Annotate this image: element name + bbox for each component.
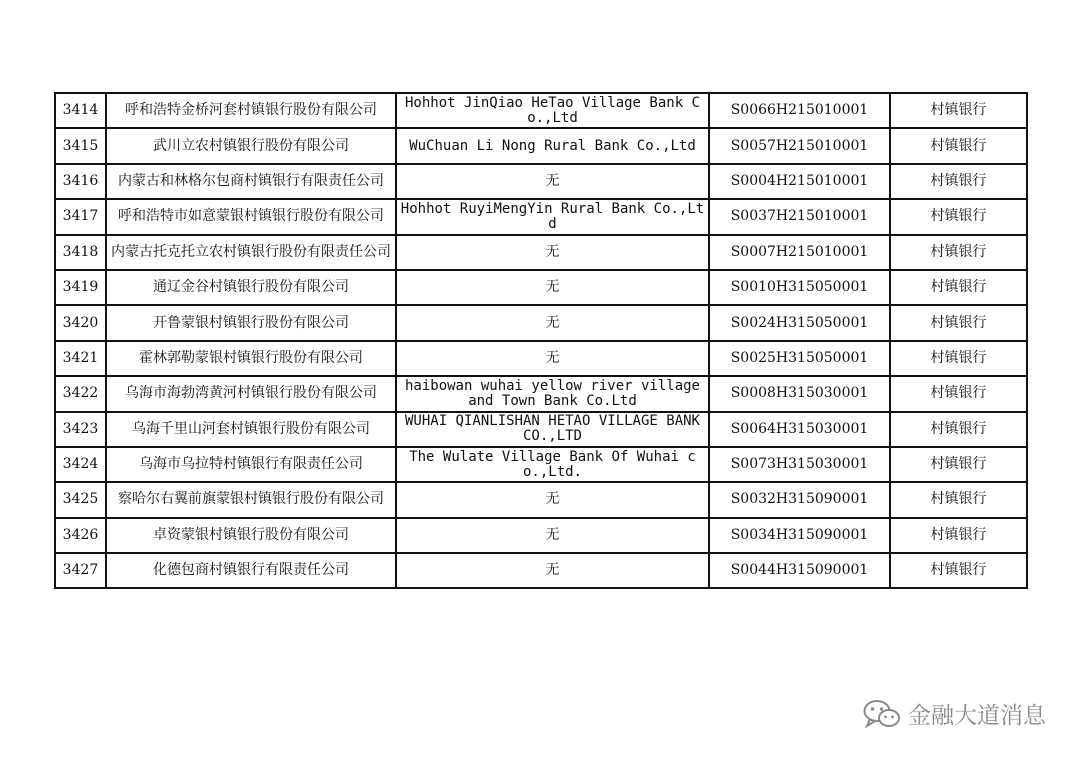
row-number: 3427 (55, 553, 106, 588)
row-number: 3414 (55, 93, 106, 128)
bank-name-en: WuChuan Li Nong Rural Bank Co.,Ltd (396, 128, 709, 163)
row-number: 3418 (55, 235, 106, 270)
institution-code: S0010H315050001 (709, 270, 890, 305)
bank-name-cn: 化德包商村镇银行有限责任公司 (106, 553, 396, 588)
institution-code: S0057H215010001 (709, 128, 890, 163)
institution-type: 村镇银行 (890, 199, 1027, 234)
bank-name-en: The Wulate Village Bank Of Wuhai co.,Ltd. (396, 447, 709, 482)
row-number: 3424 (55, 447, 106, 482)
table-row (55, 199, 1027, 234)
institution-type: 村镇银行 (890, 376, 1027, 411)
bank-name-en: Hohhot RuyiMengYin Rural Bank Co.,Ltd (396, 199, 709, 234)
row-number: 3423 (55, 412, 106, 447)
bank-name-cn: 乌海市乌拉特村镇银行有限责任公司 (106, 447, 396, 482)
institution-code: S0037H215010001 (709, 199, 890, 234)
table-row (55, 93, 1027, 128)
institution-type: 村镇银行 (890, 93, 1027, 128)
row-number: 3417 (55, 199, 106, 234)
bank-name-cn: 乌海市海勃湾黄河村镇银行股份有限公司 (106, 376, 396, 411)
table-row (55, 447, 1027, 482)
institution-type: 村镇银行 (890, 235, 1027, 270)
bank-name-cn: 开鲁蒙银村镇银行股份有限公司 (106, 305, 396, 340)
institution-code: S0064H315030001 (709, 412, 890, 447)
table-body (55, 93, 1027, 588)
bank-name-cn: 通辽金谷村镇银行股份有限公司 (106, 270, 396, 305)
institution-type: 村镇银行 (890, 128, 1027, 163)
table-row (55, 518, 1027, 553)
bank-name-cn: 呼和浩特金桥河套村镇银行股份有限公司 (106, 93, 396, 128)
bank-name-cn: 卓资蒙银村镇银行股份有限公司 (106, 518, 396, 553)
institution-type: 村镇银行 (890, 447, 1027, 482)
institution-type: 村镇银行 (890, 518, 1027, 553)
table-row (55, 270, 1027, 305)
bank-name-en: 无 (396, 235, 709, 270)
row-number: 3419 (55, 270, 106, 305)
bank-name-en: 无 (396, 518, 709, 553)
bank-name-cn: 武川立农村镇银行股份有限公司 (106, 128, 396, 163)
bank-name-cn: 内蒙古和林格尔包商村镇银行有限责任公司 (106, 164, 396, 199)
institution-type: 村镇银行 (890, 553, 1027, 588)
table-row (55, 128, 1027, 163)
bank-name-en: 无 (396, 341, 709, 376)
table-row (55, 412, 1027, 447)
table-row (55, 553, 1027, 588)
row-number: 3421 (55, 341, 106, 376)
row-number: 3420 (55, 305, 106, 340)
bank-name-cn: 呼和浩特市如意蒙银村镇银行股份有限公司 (106, 199, 396, 234)
row-number: 3415 (55, 128, 106, 163)
institution-code: S0024H315050001 (709, 305, 890, 340)
bank-name-en: 无 (396, 553, 709, 588)
bank-name-cn: 察哈尔右翼前旗蒙银村镇银行股份有限公司 (106, 482, 396, 517)
institution-code: S0034H315090001 (709, 518, 890, 553)
institution-type: 村镇银行 (890, 164, 1027, 199)
bank-list-table (54, 92, 1028, 589)
institution-type: 村镇银行 (890, 270, 1027, 305)
table-row (55, 164, 1027, 199)
bank-name-en: 无 (396, 270, 709, 305)
bank-name-en: 无 (396, 305, 709, 340)
bank-name-en: WUHAI QIANLISHAN HETAO VILLAGE BANK CO.,LTD (396, 412, 709, 447)
bank-name-en: Hohhot JinQiao HeTao Village Bank Co.,Ltd (396, 93, 709, 128)
institution-type: 村镇银行 (890, 482, 1027, 517)
table-row (55, 341, 1027, 376)
row-number: 3416 (55, 164, 106, 199)
institution-code: S0008H315030001 (709, 376, 890, 411)
row-number: 3426 (55, 518, 106, 553)
institution-type: 村镇银行 (890, 305, 1027, 340)
bank-name-cn: 霍林郭勒蒙银村镇银行股份有限公司 (106, 341, 396, 376)
institution-code: S0025H315050001 (709, 341, 890, 376)
bank-name-cn: 乌海千里山河套村镇银行股份有限公司 (106, 412, 396, 447)
row-number: 3425 (55, 482, 106, 517)
institution-type: 村镇银行 (890, 341, 1027, 376)
bank-name-en: haibowan wuhai yellow river village and Town Bank Co.Ltd (396, 376, 709, 411)
wechat-icon (862, 698, 902, 730)
watermark (862, 697, 1046, 730)
institution-type: 村镇银行 (890, 412, 1027, 447)
row-number: 3422 (55, 376, 106, 411)
bank-name-en: 无 (396, 482, 709, 517)
institution-code: S0044H315090001 (709, 553, 890, 588)
table-row (55, 376, 1027, 411)
bank-name-cn: 内蒙古托克托立农村镇银行股份有限责任公司 (106, 235, 396, 270)
institution-code: S0073H315030001 (709, 447, 890, 482)
table-row (55, 305, 1027, 340)
bank-name-en: 无 (396, 164, 709, 199)
institution-code: S0032H315090001 (709, 482, 890, 517)
table-row (55, 235, 1027, 270)
institution-code: S0007H215010001 (709, 235, 890, 270)
watermark-text: 金融大道消息 (908, 703, 1046, 729)
institution-code: S0004H215010001 (709, 164, 890, 199)
table-row (55, 482, 1027, 517)
institution-code: S0066H215010001 (709, 93, 890, 128)
